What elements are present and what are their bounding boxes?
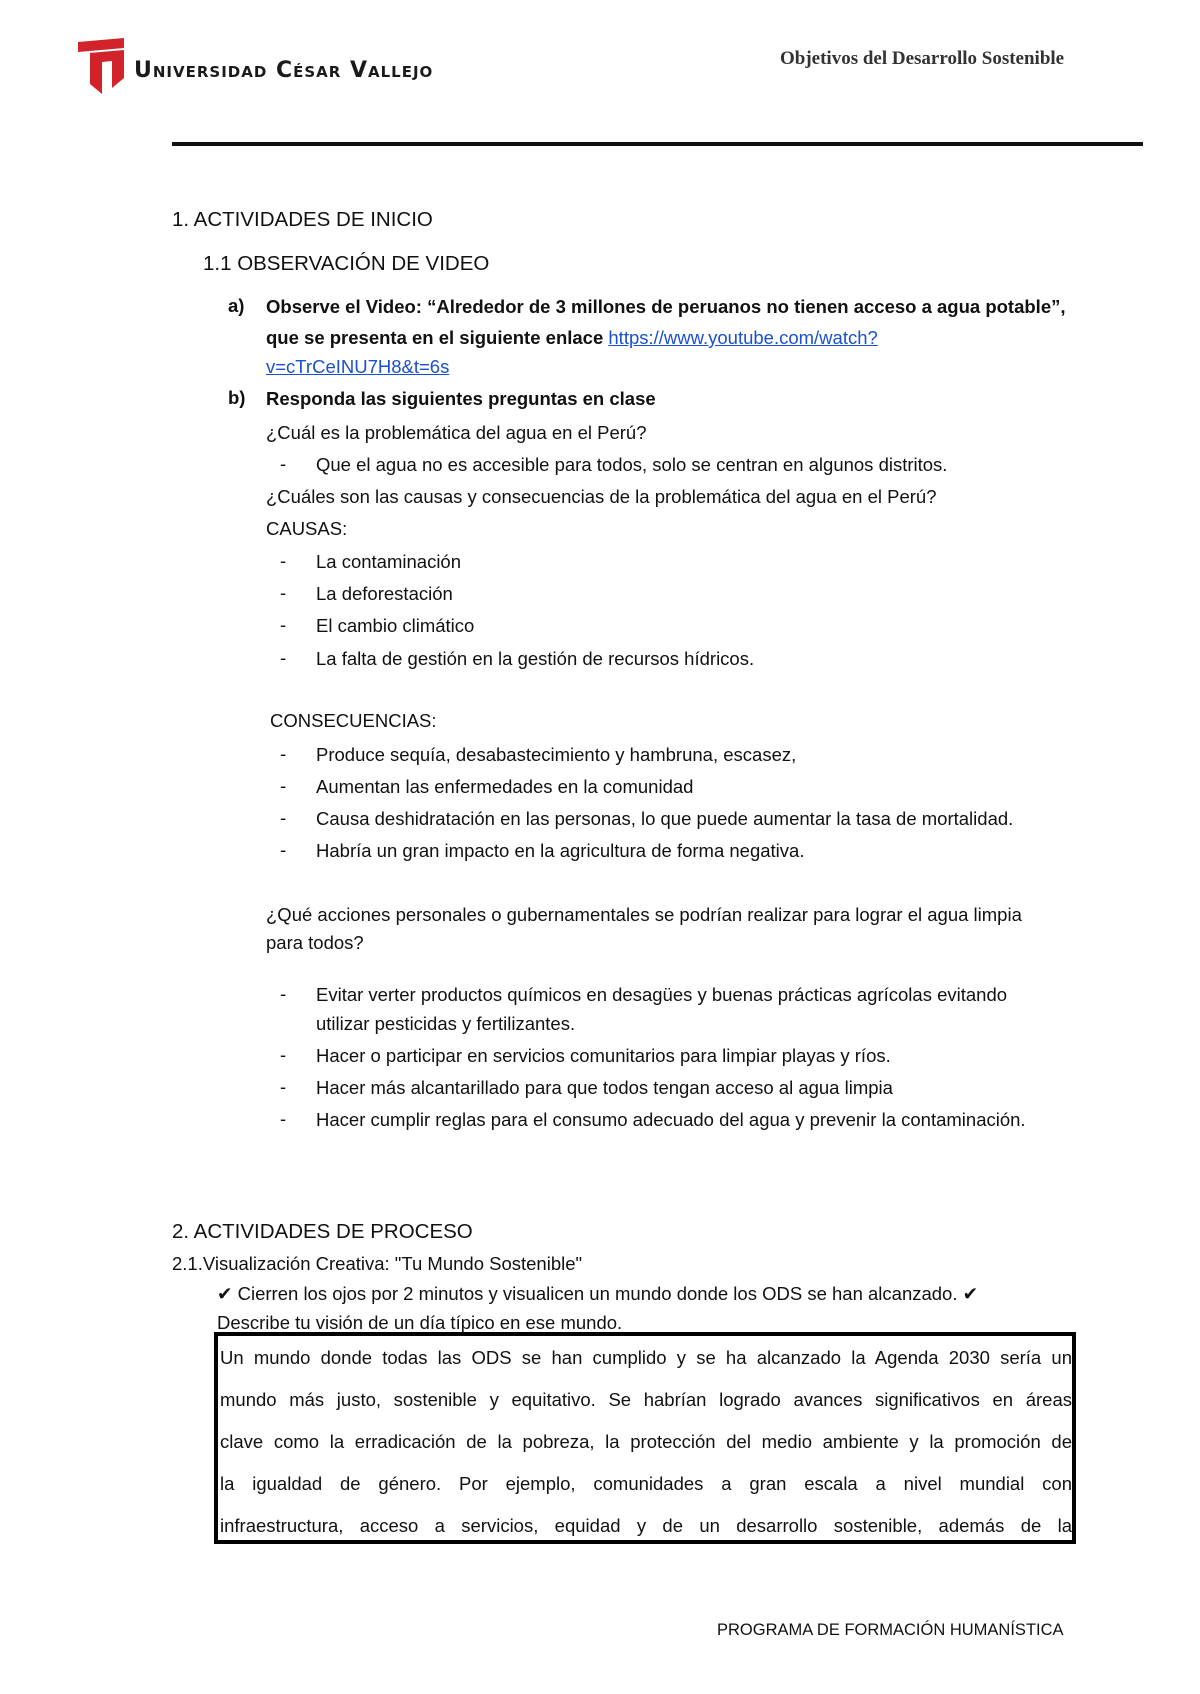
bullet-dash: - [280, 647, 287, 668]
action-item-line1: Evitar verter productos químicos en desagües y buenas prácticas agrícolas evitando [316, 984, 1008, 1005]
bullet-dash: - [280, 807, 287, 828]
bullet-dash: - [280, 1044, 287, 1065]
consequence-item: Habría un gran impacto en la agricultura de forma negativa. [316, 840, 805, 861]
action-item: Hacer o participar en servicios comunitarios para limpiar playas y ríos. [316, 1045, 891, 1066]
item-b-title: Responda las siguientes preguntas en clase [266, 388, 656, 409]
bullet-dash: - [280, 1108, 287, 1129]
bullet-dash: - [280, 839, 287, 860]
instruction-line2: Describe tu visión de un día típico en ese mundo. [217, 1312, 623, 1333]
instruction-line1: ✔ Cierren los ojos por 2 minutos y visualicen un mundo donde los ODS se han alcanzado. ✔ [217, 1283, 979, 1304]
page-footer: PROGRAMA DE FORMACIÓN HUMANÍSTICA [717, 1621, 1064, 1639]
section-2-1-heading: 2.1.Visualización Creativa: "Tu Mundo Sostenible" [172, 1253, 583, 1274]
bullet-dash: - [280, 983, 287, 1004]
item-a-line2-text: que se presenta en el siguiente enlace [266, 327, 604, 348]
bullet-dash: - [280, 550, 287, 571]
cause-item: La falta de gestión en la gestión de recursos hídricos. [316, 648, 755, 669]
university-logo-icon [76, 38, 126, 96]
answer-line: mundo más justo, sostenible y equitativo. Se habrían logrado avances significativos en áreas [220, 1389, 1072, 1410]
answer-line: clave como la erradicación de la pobreza, la protección del medio ambiente y la promoción de [220, 1431, 1072, 1452]
answer-line: Un mundo donde todas las ODS se han cumplido y se ha alcanzado la Agenda 2030 sería un [220, 1347, 1072, 1368]
consequence-item: Aumentan las enfermedades en la comunidad [316, 776, 694, 797]
bullet-dash: - [280, 582, 287, 603]
question-2: ¿Cuáles son las causas y consecuencias de la problemática del agua en el Perú? [266, 486, 937, 507]
question-1: ¿Cuál es la problemática del agua en el Perú? [266, 422, 647, 443]
header-divider [172, 142, 1143, 146]
causes-label: CAUSAS: [266, 518, 348, 539]
item-a-line1: Observe el Video: “Alrededor de 3 millones de peruanos no tienen acceso a agua potable”, [266, 296, 1066, 317]
bullet-dash: - [280, 775, 287, 796]
bullet-dash: - [280, 743, 287, 764]
section-1-heading: 1. ACTIVIDADES DE INICIO [172, 208, 433, 231]
cause-item: La contaminación [316, 551, 462, 572]
item-b-marker: b) [228, 387, 246, 408]
bullet-dash: - [280, 453, 287, 474]
video-link-part1[interactable]: https://www.youtube.com/watch? [608, 327, 878, 348]
cause-item: La deforestación [316, 583, 453, 604]
section-2-heading: 2. ACTIVIDADES DE PROCESO [172, 1220, 473, 1243]
item-a-marker: a) [228, 295, 245, 316]
question-3-line1: ¿Qué acciones personales o gubernamentales se podrían realizar para lograr el agua limpia [266, 904, 1022, 925]
item-a-line3 [266, 355, 449, 379]
action-item-line2: utilizar pesticidas y fertilizantes. [316, 1013, 576, 1034]
action-item: Hacer más alcantarillado para que todos tengan acceso al agua limpia [316, 1077, 893, 1098]
answer-1: Que el agua no es accesible para todos, solo se centran en algunos distritos. [316, 454, 948, 475]
consequence-item: Produce sequía, desabastecimiento y hambruna, escasez, [316, 744, 797, 765]
answer-line: la igualdad de género. Por ejemplo, comunidades a gran escala a nivel mundial con [220, 1473, 1072, 1494]
section-1-1-heading: 1.1 OBSERVACIÓN DE VIDEO [203, 252, 490, 275]
university-name: Universidad César Vallejo [134, 58, 434, 83]
consequence-item: Causa deshidratación en las personas, lo que puede aumentar la tasa de mortalidad. [316, 808, 1014, 829]
bullet-dash: - [280, 1076, 287, 1097]
consequences-label: CONSECUENCIAS: [270, 710, 437, 731]
document-header-title: Objetivos del Desarrollo Sostenible [780, 48, 1065, 69]
item-a-line2 [266, 326, 878, 350]
cause-item: El cambio climático [316, 615, 475, 636]
answer-line: infraestructura, acceso a servicios, equidad y de un desarrollo sostenible, además de la [220, 1515, 1072, 1536]
bullet-dash: - [280, 614, 287, 635]
question-3-line2: para todos? [266, 932, 364, 953]
action-item: Hacer cumplir reglas para el consumo adecuado del agua y prevenir la contaminación. [316, 1109, 1026, 1130]
video-link-part2[interactable]: v=cTrCeINU7H8&t=6s [266, 356, 450, 377]
